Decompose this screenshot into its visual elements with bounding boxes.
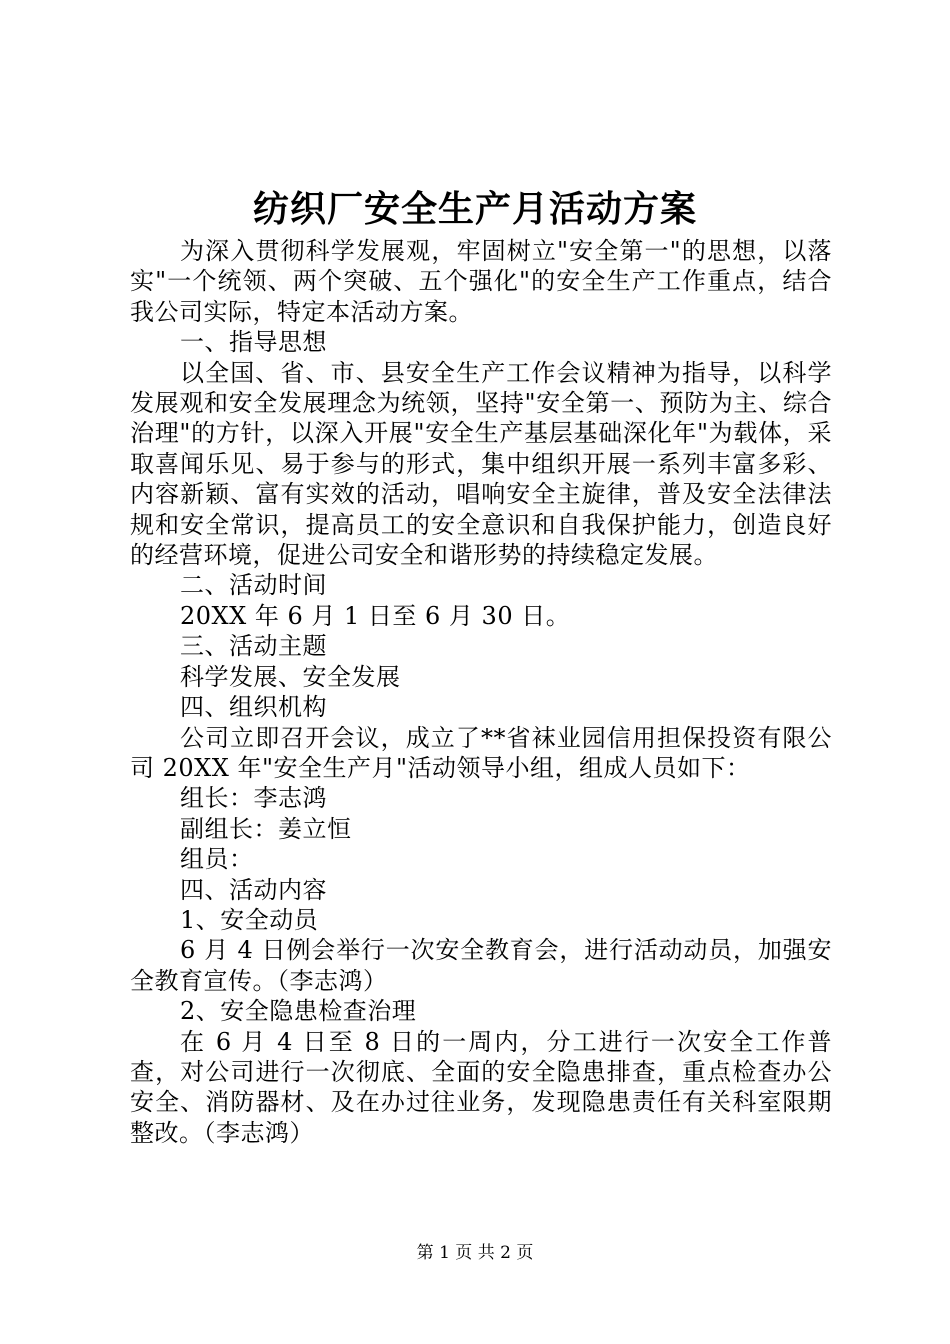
- heading-activity-time: 二、活动时间: [180, 571, 327, 600]
- heading-guiding-thought: 一、指导思想: [180, 328, 327, 357]
- paragraph-intro: 为深入贯彻科学发展观，牢固树立"安全第一"的思想，以落实"一个统领、两个突破、五个强化"的安全生产工作重点，结合我公司实际，特定本活动方案。: [130, 237, 832, 326]
- document-title: 纺织厂安全生产月活动方案: [252, 188, 697, 230]
- paragraph-safety-mobilization: 6 月 4 日例会举行一次安全教育会，进行活动动员，加强安全教育宣传。（李志鸿）: [130, 936, 832, 995]
- paragraph-organization: 公司立即召开会议，成立了**省袜业园信用担保投资有限公司 20XX 年"安全生产月"活动领导小组，组成人员如下：: [130, 723, 832, 782]
- heading-organization: 四、组织机构: [180, 693, 327, 722]
- subheading-hazard-inspection: 2、安全隐患检查治理: [180, 997, 417, 1026]
- paragraph-guiding-thought: 以全国、省、市、县安全生产工作会议精神为指导，以科学发展观和安全发展理念为统领，坚持"安全第一、预防为主、综合治理"的方针，以深入开展"安全生产基层基础深化年"为载体，采取喜闻乐见、易于参与的形式，集中组织开展一系列丰富多彩、内容新颖、富有实效的活动，唱响安全主旋律，普及安全法律法规和安全常识，提高员工的安全意识和自我保护能力，创造良好的经营环境，促进公司安全和谐形势的持续稳定发展。: [130, 358, 832, 570]
- member-deputy-leader: 副组长：姜立恒: [180, 814, 352, 843]
- subheading-safety-mobilization: 1、安全动员: [180, 905, 319, 934]
- member-members: 组员：: [180, 845, 254, 874]
- paragraph-activity-time: 20XX 年 6 月 1 日至 6 月 30 日。: [180, 601, 571, 630]
- page-footer: 第 1 页 共 2 页: [416, 1243, 534, 1263]
- paragraph-activity-theme: 科学发展、安全发展: [180, 662, 401, 691]
- heading-activity-theme: 三、活动主题: [180, 632, 327, 661]
- heading-activity-content: 四、活动内容: [180, 875, 327, 904]
- paragraph-hazard-inspection: 在 6 月 4 日至 8 日的一周内，分工进行一次安全工作普查，对公司进行一次彻底、全面的安全隐患排查，重点检查办公安全、消防器材、及在办过往业务，发现隐患责任有关科室限期整改。（李志鸿）: [130, 1027, 832, 1147]
- document-body: [130, 236, 832, 1148]
- member-leader: 组长：李志鸿: [180, 784, 327, 813]
